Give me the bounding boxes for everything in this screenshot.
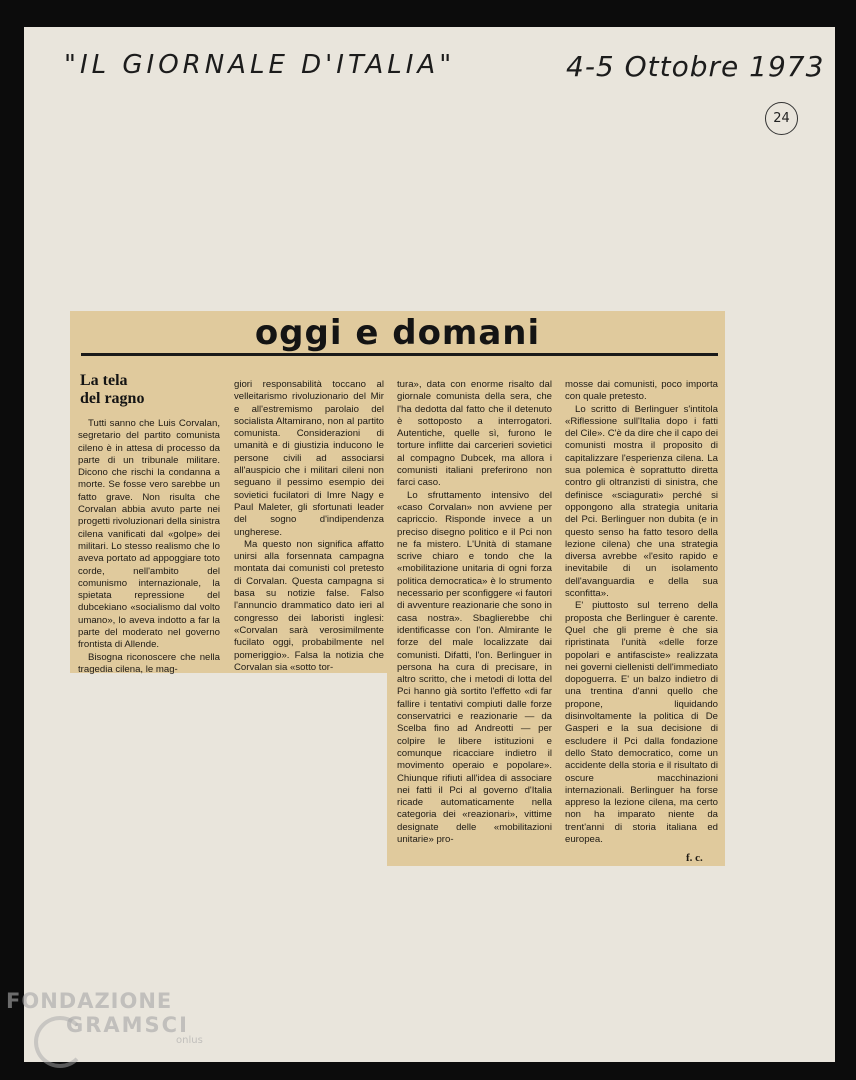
paragraph: Lo scritto di Berlinguer s'intitola «Riflessione sull'Italia dopo i fatti del Cile». C'è da dire che il capo dei comunisti mostra il proposito di capitalizzare l'esperienza cilena. La sua polemica è soprattutto diretta contro gli oltranzisti di sinistra, che definisce «sciagurati» perché si oppongono alla strategia unitaria del Pci. Berlinguer non dubita (e in questo senso ha fatto tesoro della lezione cilena) che una strategia diversa avrebbe «l'esito rapido e inevitabile di un isolamento dell'avanguardia e della sua sconfitta». — [565, 403, 718, 600]
paragraph: Bisogna riconoscere che nella tragedia cilena, le mag- — [78, 651, 220, 675]
article-column-3 — [397, 379, 552, 846]
paragraph: Lo sfruttamento intensivo del «caso Corvalan» non avviene per capriccio. Risponde invece a un preciso disegno politico e il Pci non ne fa mistero. L'Unità di stamane scrive chiaro e tondo che la «mobilitazione unitaria di ogni forza politica democratica» è lo strumento necessario per sconfiggere «i fautori di avventure reazionarie che sono in casa nostra». Sbaglierebbe chi identificasse con l'on. Almirante le forze del male localizzate dai comunisti. Difatti, l'on. Berlinguer in persona ha cura di precisare, in altro scritto, che i metodi di lotta del Pci hanno già sortito l'effetto «di far fallire i tentativi compiuti dalle forze conservatrici e reazionarie — da Scelba fino ad Andreotti — per colpire le libere istituzioni e comunque ricacciare indietro il movimento operaio e popolare». Chiunque rifiuti all'idea di associare nei fatti il Pci al governo d'Italia ricade automaticamente nella categoria dei «reazionari», vittime designate delle «mobilitazioni unitarie» pro- — [397, 489, 552, 845]
paragraph: mosse dai comunisti, poco importa con quale pretesto. — [565, 379, 718, 403]
paragraph: Tutti sanno che Luis Corvalan, segretario del partito comunista cileno è in attesa di processo da parte di un tribunale militare. Dicono che rischi la condanna a morte. Se fosse vero sarebbe un fatto grave. Non risulta che Corvalan abbia avuto parte nei progetti rivoluzionari della sinistra cilena vanificati dal «golpe» dei militari. Lo stesso realismo che lo aveva portato ad appoggiare toto corde, nell'ambito del comunismo internazionale, la spietata repressione del dubcekiano «socialismo dal volto umano», lo aveva indotto a far la parte del moderato nel governo frontista di Allende. — [78, 418, 220, 651]
paragraph: Ma questo non significa affatto unirsi alla forsennata campagna montata dai comunisti col pretesto di Corvalan. Questa campagna si basa su notizie false. Falso l'annuncio drammatico dato ieri al congresso dei laboristi inglesi: «Corvalan sarà verosimilmente fucilato oggi, probabilmente nel pomeriggio». Falsa la notizia che Corvalan sia «sotto tor- — [234, 538, 384, 673]
paragraph: giori responsabilità toccano al velleitarismo rivoluzionario del Mir e all'estremismo parolaio del socialista Altamirano, non al partito comunista. Considerazioni di umanità e di giustizia inducono le persone civili ad associarsi all'auspicio che i militari cileni non seguano il pessimo esempio dei sovietici fucilatori di Imre Nagy e Paul Maleter, gli sfortunati leader del sogno d'indipendenza ungherese. — [234, 379, 384, 538]
article-column-1 — [78, 418, 220, 676]
section-title: oggi e domani — [254, 313, 541, 353]
handwritten-newspaper-name: "IL GIORNALE D'ITALIA" — [64, 50, 456, 80]
watermark-line-1: FONDAZIONE — [6, 989, 173, 1013]
watermark-line-3: onlus — [176, 1035, 203, 1046]
handwritten-date: 4-5 Ottobre 1973 — [566, 50, 825, 83]
title-rule — [81, 353, 718, 356]
article-column-2 — [234, 379, 384, 674]
article-headline — [80, 372, 144, 408]
author-signature: f. c. — [686, 852, 703, 864]
headline-line-2: del ragno — [80, 390, 145, 407]
watermark — [6, 989, 203, 1046]
paragraph: E' piuttosto sul terreno della proposta che Berlinguer è carente. Quel che gli preme è che sia ripristinata l'unità «delle forze popolari e antifasciste» realizzata nei governi ciellenisti dell'immediato dopoguerra. E' un balzo indietro di una trentina d'anni quello che propone, liquidando disinvoltamente la politica di De Gasperi e la sua decisione di escludere il Pci dalla fondazione dello Stato democratico, come un accidente della storia e il risultato di oscure macchinazioni internazionali. Berlinguer ha forse appreso la lezione cilena, ma certo non ha imparato niente da trent'anni di storia italiana ed europea. — [565, 600, 718, 845]
article-column-4 — [565, 379, 718, 846]
watermark-line-2: GRAMSCI — [66, 1013, 189, 1037]
headline-line-1: La tela — [80, 372, 128, 389]
paragraph: tura», data con enorme risalto dal giornale comunista della sera, che l'ha dedotta dal fatto che il detenuto è sottoposto a interrogatori. Autentiche, quelle sì, furono le torture inflitte dai carcerieri sovietici al compagno Dubcek, ma allora i comunisti italiani preferirono non farci caso. — [397, 379, 552, 489]
page-number-circle: 24 — [765, 102, 798, 135]
